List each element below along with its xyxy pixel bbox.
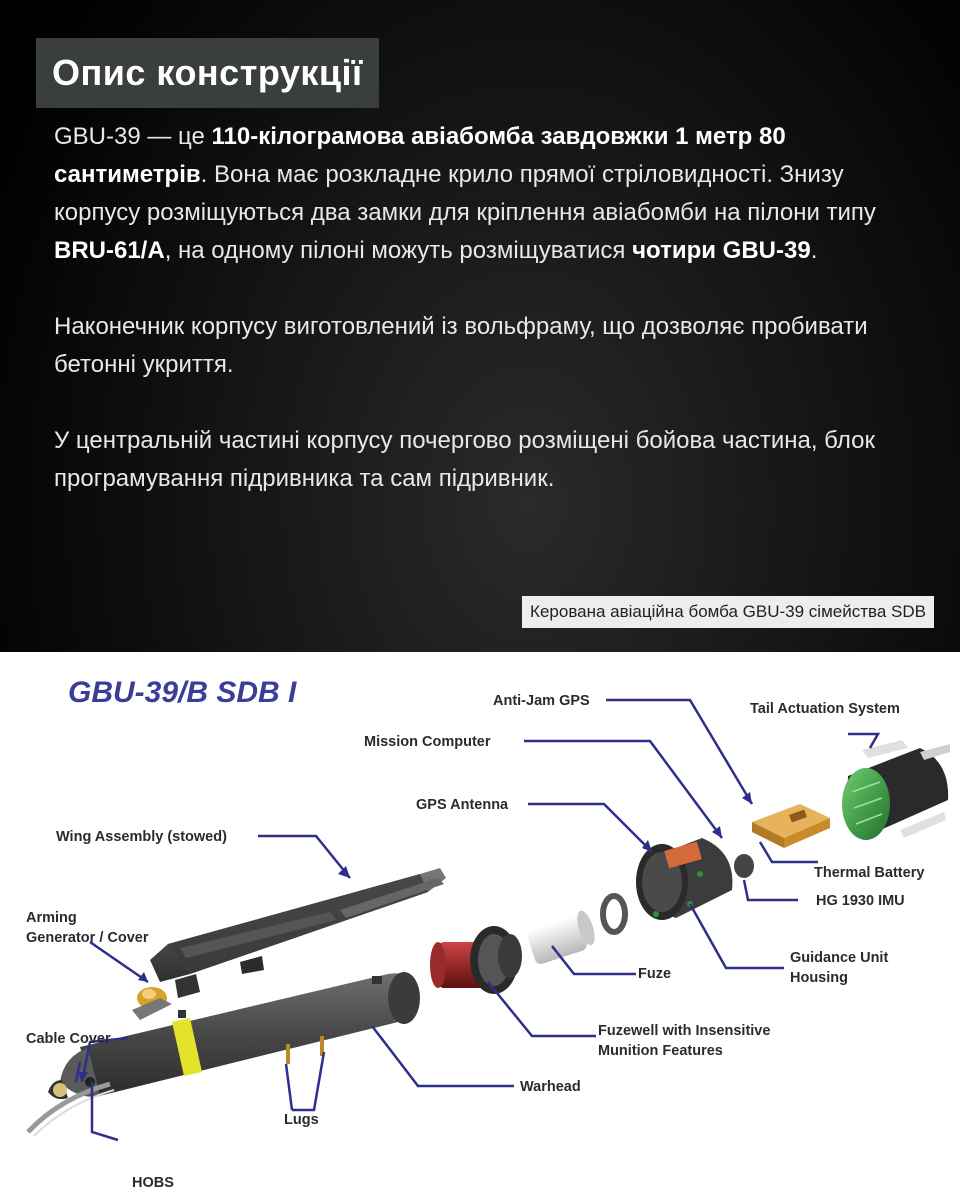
p1-bold-3: чотири GBU-39	[632, 237, 811, 264]
label-fuze: Fuze	[638, 966, 672, 982]
gbu39-diagram	[0, 652, 960, 1200]
arming-generator	[132, 987, 172, 1020]
label-tail-actuation: Tail Actuation System	[750, 701, 900, 717]
p1-text-1: GBU-39 — це	[54, 123, 212, 150]
label-arming-1: Arming	[26, 910, 77, 926]
title-box	[36, 38, 379, 108]
imu-unit	[734, 854, 754, 878]
p1-text-3: , на одному пілоні можуть розміщуватися	[164, 237, 633, 264]
label-cable-cover: Cable Cover	[26, 1031, 111, 1047]
label-arming-2: Generator / Cover	[26, 930, 149, 946]
p1-bold-1: 110-кілограмова авіабомба завдовжки 1 метр 80 сантиметрів	[54, 123, 786, 188]
tail-actuation-system	[842, 740, 950, 840]
label-anti-jam-gps: Anti-Jam GPS	[493, 693, 590, 709]
label-warhead: Warhead	[520, 1079, 581, 1095]
label-fuzewell-1: Fuzewell with Insensitive	[598, 1023, 771, 1039]
label-lugs: Lugs	[284, 1112, 319, 1128]
label-guidance-1: Guidance Unit	[790, 950, 889, 966]
diagram-title: GBU-39/B SDB I	[68, 676, 297, 709]
leader-lines	[76, 700, 878, 1140]
p1-text-2: . Вона має розкладне крило прямої стріловидності. Знизу корпусу розміщуються два замки для кріплення авіабомби на пілони типу	[54, 161, 876, 226]
label-hobs: HOBS	[132, 1175, 174, 1191]
fuzewell	[430, 926, 522, 994]
diagram-svg	[0, 652, 960, 1200]
label-hg1930-imu: HG 1930 IMU	[816, 893, 905, 909]
label-thermal-battery: Thermal Battery	[814, 865, 925, 881]
description-text	[54, 118, 914, 536]
label-guidance-2: Housing	[790, 970, 848, 986]
image-caption: Керована авіаційна бомба GBU-39 сімейства SDB	[522, 596, 934, 628]
p1-text-4: .	[810, 237, 818, 264]
paragraph-1	[54, 118, 914, 270]
label-wing-assembly: Wing Assembly (stowed)	[56, 829, 227, 845]
label-gps-antenna: GPS Antenna	[416, 797, 509, 813]
label-mission-computer: Mission Computer	[364, 734, 491, 750]
page-title: Опис конструкції	[52, 52, 363, 93]
p1-bold-2: BRU-61/A	[54, 237, 165, 264]
paragraph-2: Наконечник корпусу виготовлений із вольфраму, що дозволяє пробивати бетонні укриття.	[54, 313, 868, 378]
fuze-ring	[603, 896, 625, 932]
label-fuzewell-2: Munition Features	[598, 1043, 723, 1059]
mission-computer	[752, 804, 830, 848]
paragraph-3: У центральній частині корпусу почергово розміщені бойова частина, блок програмування підривника та сам підривник.	[54, 427, 875, 492]
